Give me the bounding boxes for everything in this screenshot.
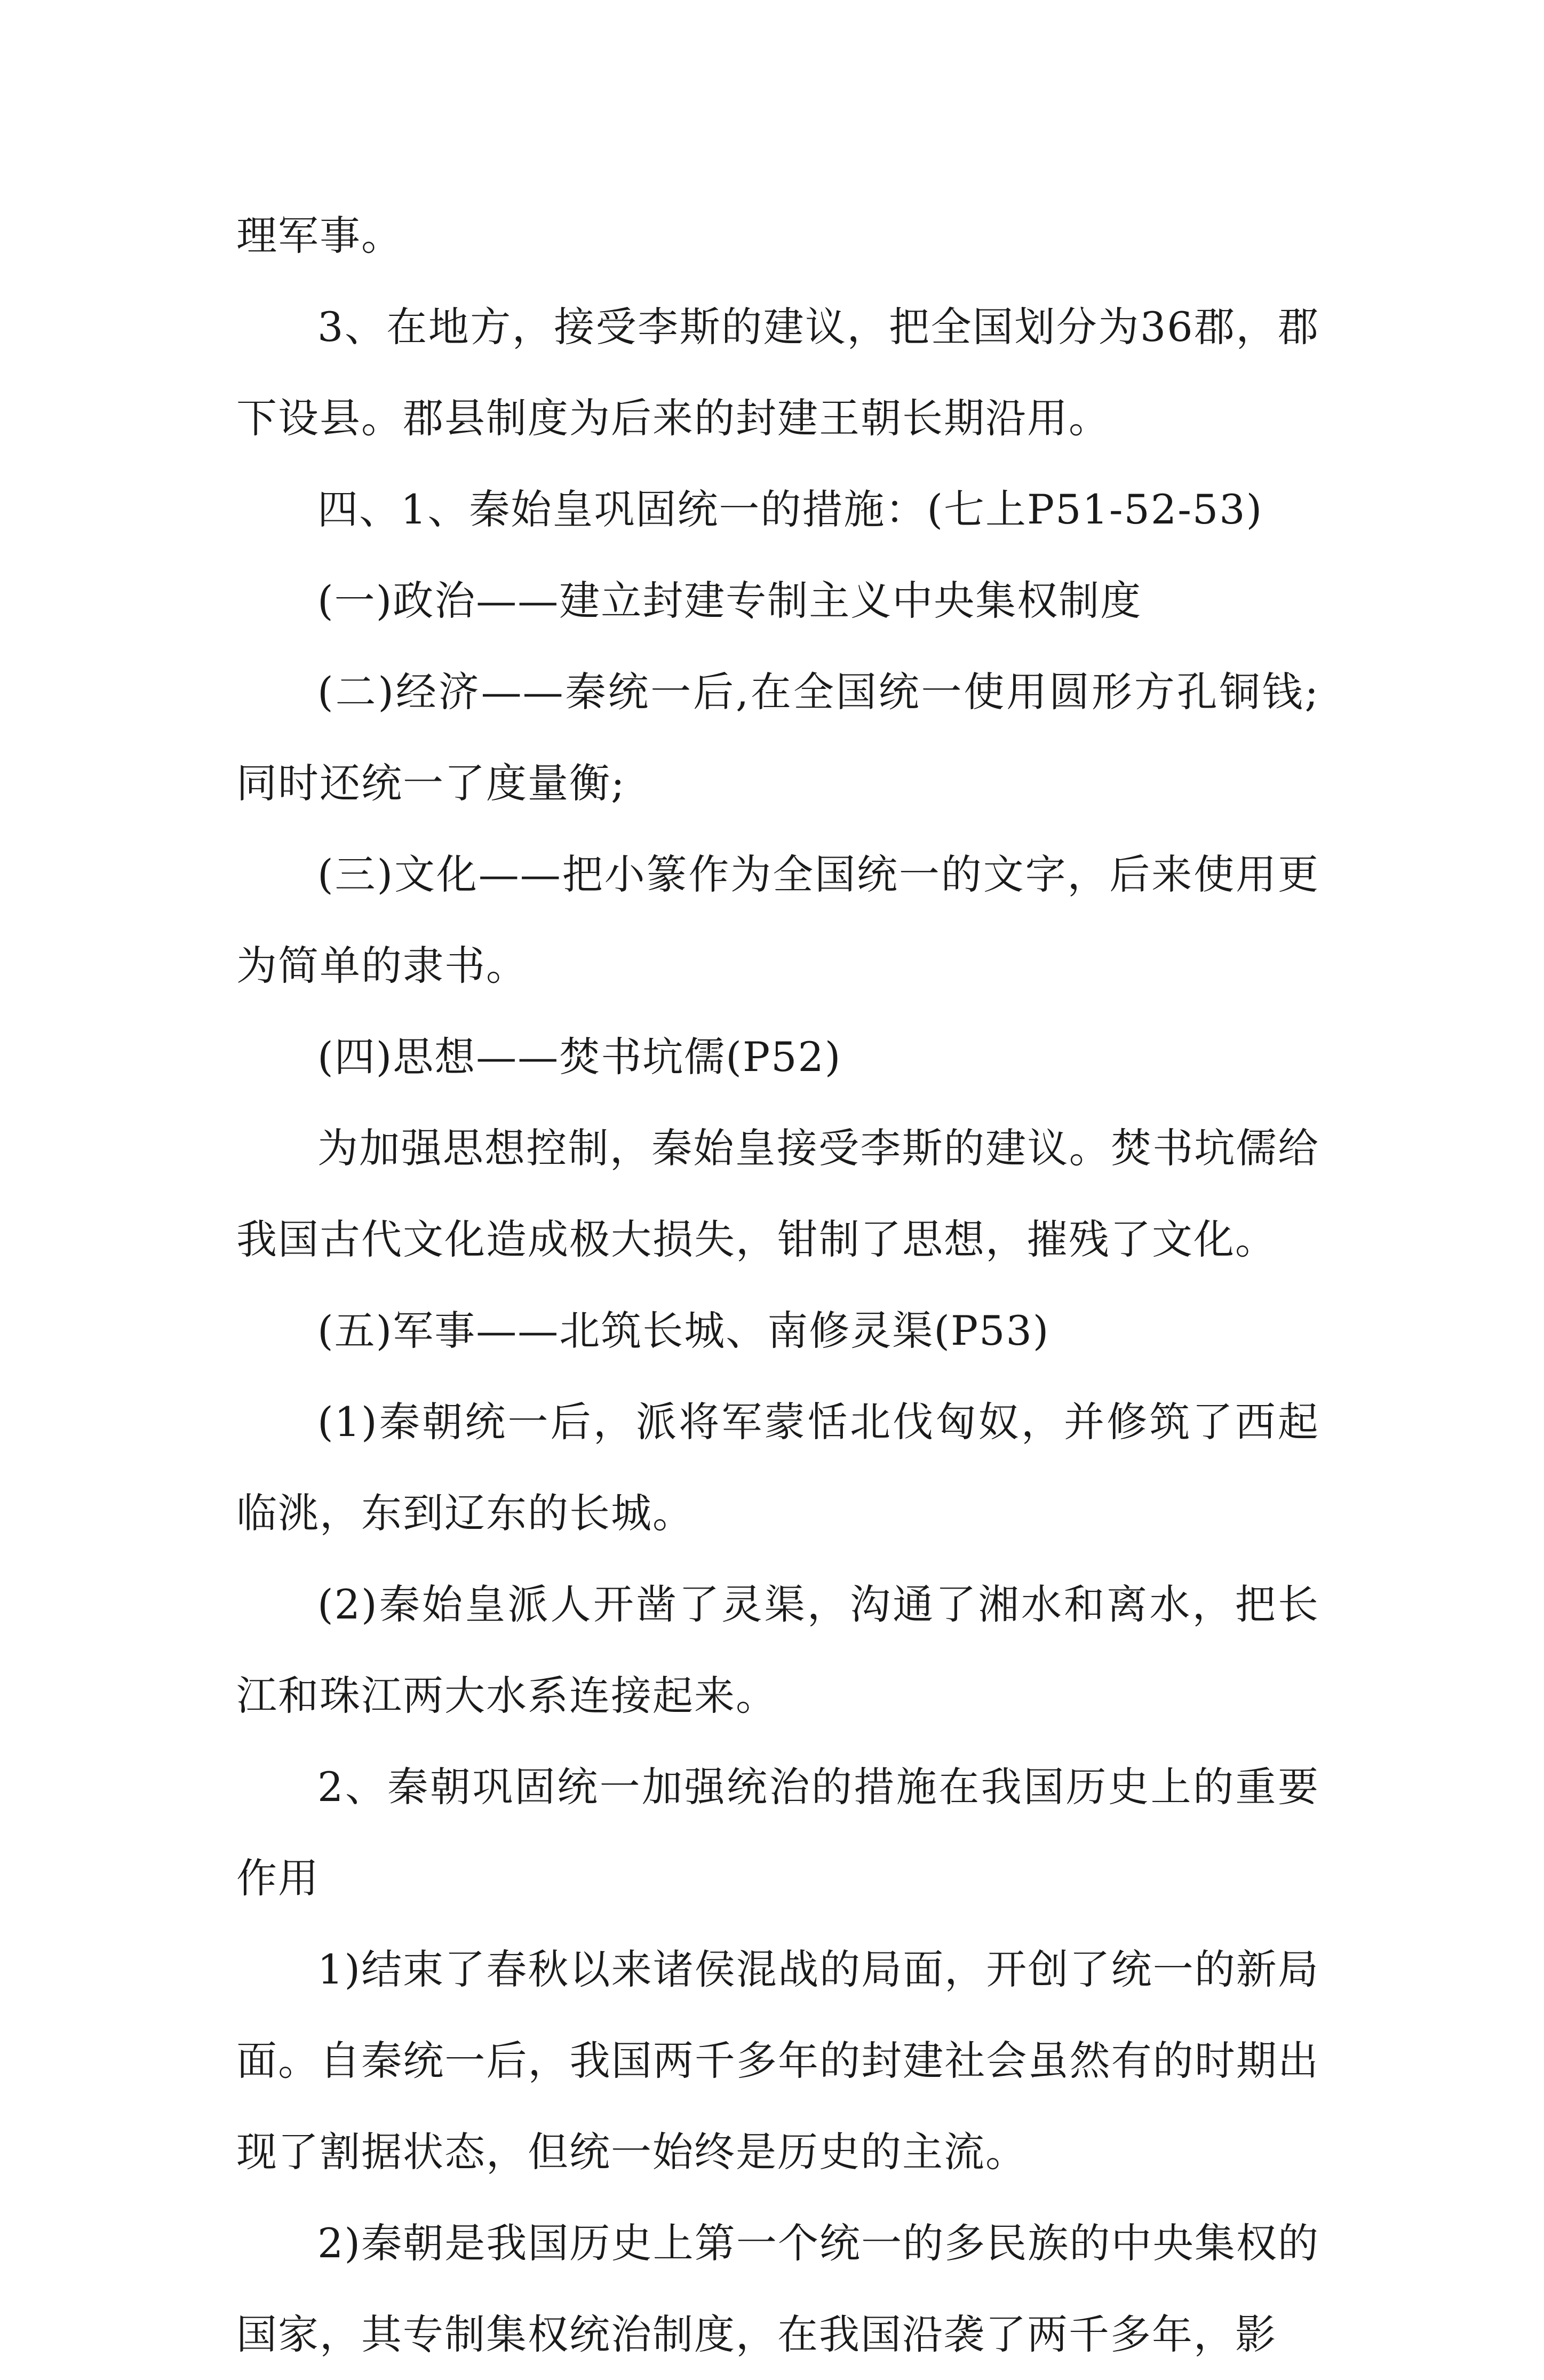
paragraph-8: 为加强思想控制，秦始皇接受李斯的建议。焚书坑儒给我国古代文化造成极大损失，钳制了思想，摧残了文化。 xyxy=(236,1124,1319,1263)
paragraph-13: 1)结束了春秋以来诸侯混战的局面，开创了统一的新局面。自秦统一后，我国两千多年的封建社会虽然有的时期出现了割据状态，但统一始终是历史的主流。 xyxy=(236,1946,1319,2176)
paragraph-2: 3、在地方，接受李斯的建议，把全国划分为36郡，郡下设县。郡县制度为后来的封建王朝长期沿用。 xyxy=(236,303,1319,442)
paragraph-3: 四、1、秦始皇巩固统一的措施：(七上P51-52-53) xyxy=(317,486,1263,533)
paragraph-12: 2、秦朝巩固统一加强统治的措施在我国历史上的重要作用 xyxy=(236,1763,1319,1902)
paragraph-6: (三)文化——把小篆作为全国统一的文字，后来使用更为简单的隶书。 xyxy=(236,851,1319,989)
paragraph-4: (一)政治——建立封建专制主义中央集权制度 xyxy=(317,577,1142,624)
paragraph-11: (2)秦始皇派人开凿了灵渠，沟通了湘水和离水，把长江和珠江两大水系连接起来。 xyxy=(236,1581,1319,1719)
paragraph-5: (二)经济——秦统一后,在全国统一使用圆形方孔铜钱;同时还统一了度量衡; xyxy=(236,668,1319,807)
paragraph-1: 理军事。 xyxy=(236,212,403,259)
document-body xyxy=(236,190,1319,2380)
paragraph-9: (五)军事——北筑长城、南修灵渠(P53) xyxy=(317,1307,1050,1354)
paragraph-7: (四)思想——焚书坑儒(P52) xyxy=(317,1033,842,1081)
paragraph-14: 2)秦朝是我国历史上第一个统一的多民族的中央集权的国家，其专制集权统治制度，在我国沿袭了两千多年，影 xyxy=(236,2219,1319,2358)
paragraph-10: (1)秦朝统一后，派将军蒙恬北伐匈奴，并修筑了西起临洮，东到辽东的长城。 xyxy=(236,1398,1319,1537)
